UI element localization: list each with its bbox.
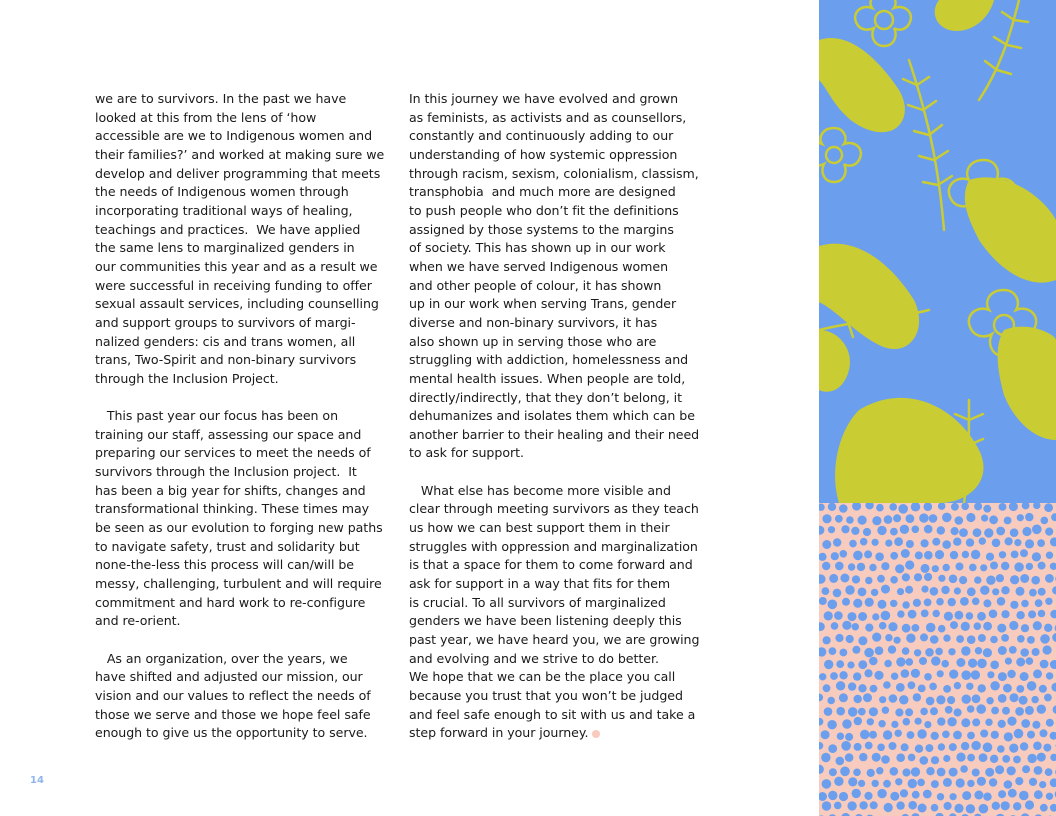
floral-pattern-icon (819, 0, 1056, 503)
right-paragraph-1: In this journey we have evolved and grown as feminists, as activists and as counsellors, constantly and continuously adding to our understanding of how systemic oppression through racism, sexism, colonialism, classism, transphobia and much more are designed to push people who don’t fit the definitions assigned by those systems to the margins of society. This has shown up in our work when we have served Indigenous women and other people of colour, it has shown up in our work when serving Trans, gender diverse and non-binary survivors, it has also shown up in serving those who are struggling with addiction, homelessness and mental health issues. When people are told, directly/indirectly, that they don’t belong, it dehumanizes and isolates them which can be another barrier to their healing and their need to ask for support. (409, 91, 700, 461)
polka-dot-pattern-panel (819, 503, 1056, 816)
polka-dot-pattern-icon (819, 503, 1056, 816)
floral-pattern-panel (819, 0, 1056, 503)
right-paragraph-2: What else has become more visible and clear through meeting survivors as they teach us how we can best support them in their struggles with oppression and marginalization is that a space for them to come forward and ask for support in a way that fits for them is crucial. To all survivors of marginalized genders we have been listening deeply this past year, we have heard you, we are growing and evolving and we strive to do better. We hope that we can be the place you call because you trust that you won’t be judged and feel safe enough to sit with us and take a step forward in your journey. (409, 482, 700, 741)
end-of-text-dot-icon (592, 730, 600, 738)
left-text-column (95, 90, 395, 743)
left-paragraph-3: As an organization, over the years, we have shifted and adjusted our mission, our vision and our values to reflect the needs of those we serve and those we hope feel safe enough to give us the opportunity to serve. (95, 650, 371, 741)
left-paragraph-2: This past year our focus has been on training our staff, assessing our space and preparing our services to meet the needs of survivors through the Inclusion project. It has been a big year for shifts, changes and transformational thinking. These times may be seen as our evolution to forging new paths to navigate safety, trust and solidarity but none-the-less this process will can/will be messy, challenging, turbulent and will require commitment and hard work to re-configure and re-orient. (95, 408, 383, 629)
right-text-column (409, 90, 709, 743)
left-paragraph-1: we are to survivors. In the past we have looked at this from the lens of ‘how accessible are we to Indigenous women and their families?’ and worked at making sure we develop and deliver programming that meets the needs of Indigenous women through incorporating traditional ways of healing, teachings and practices. We have applied the same lens to marginalized genders in our communities this year and as a result we were successful in receiving funding to offer sexual assault services, including counselling and support groups to survivors of margi- nalized genders: cis and trans women, all trans, Two-Spirit and non-binary survivors through the Inclusion Project. (95, 91, 385, 386)
page-number: 14 (30, 775, 44, 786)
